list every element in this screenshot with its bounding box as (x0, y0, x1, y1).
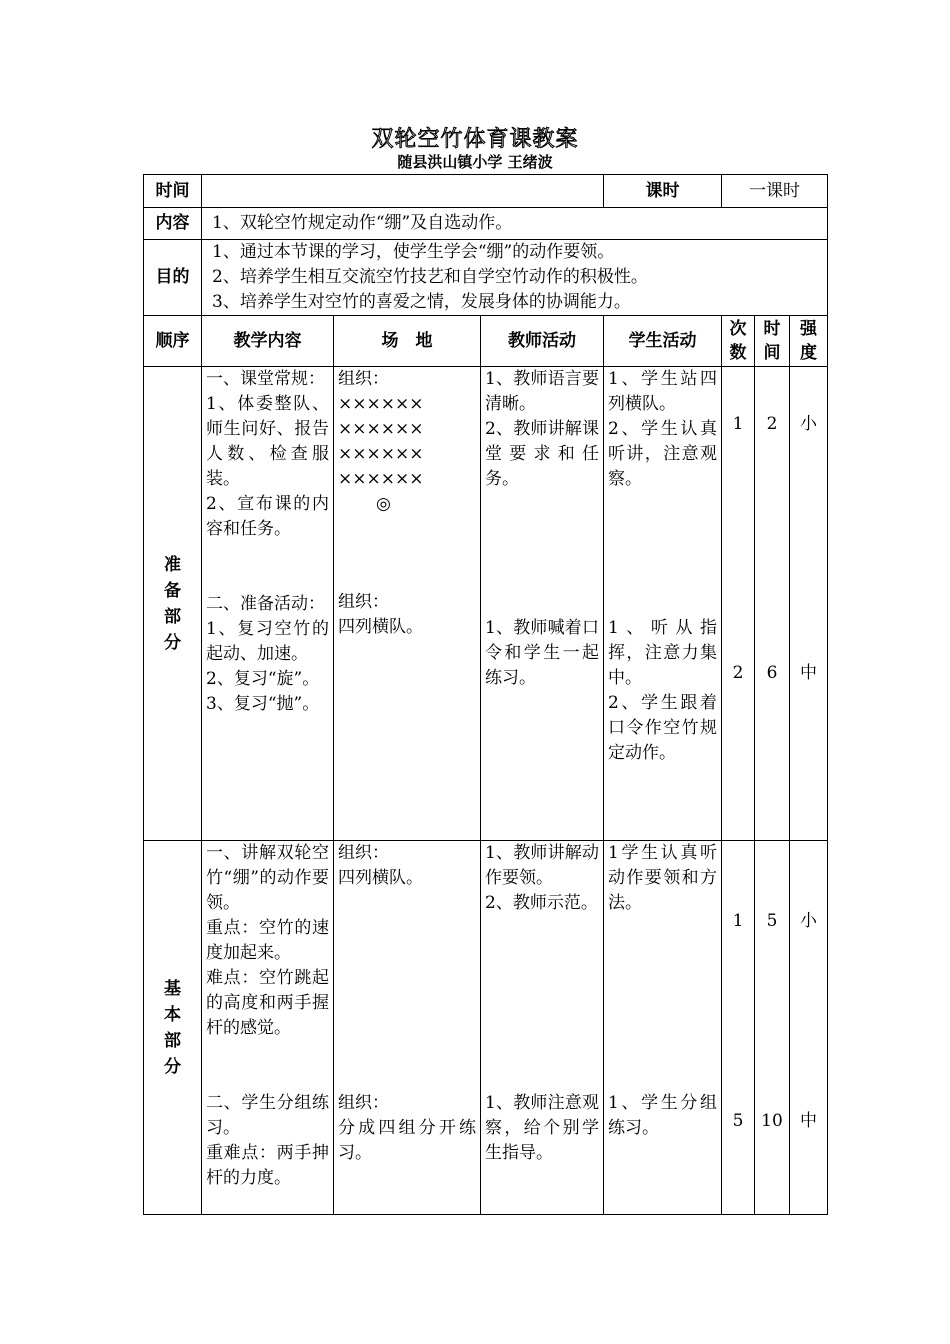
goal-item: 1、通过本节课的学习，使学生学会“绷”的动作要领。 (212, 242, 615, 262)
content-label: 内容 (144, 208, 202, 240)
section-content: 一、课堂常规： 1、体委整队、师生问好、报告人数、检查服装。 2、宣布课的内容和任务。 二、准备活动： 1、复习空竹的起动、加速。 2、复习“旋”。 3、复习“抛”。 (202, 367, 334, 841)
goal-item: 3、培养学生对空竹的喜爱之情，发展身体的协调能力。 (212, 292, 631, 312)
teacher-position-mark: ◎ (376, 494, 391, 514)
col-header-student: 学生活动 (604, 316, 722, 367)
section-teacher: 1、教师语言要清晰。 2、教师讲解课堂要求和任务。 1、教师喊着口令和学生一起练习。 (481, 367, 604, 841)
section-time: 2 6 (755, 367, 790, 841)
col-header-time: 时间 (755, 316, 790, 367)
content-value: 1、双轮空竹规定动作“绷”及自选动作。 (202, 208, 828, 240)
col-header-content: 教学内容 (202, 316, 334, 367)
lesson-value: 一课时 (722, 175, 828, 208)
section-count: 1 5 (722, 841, 755, 1215)
section-count: 1 2 (722, 367, 755, 841)
document-title: 双轮空竹体育课教案 (371, 127, 579, 152)
col-header-teacher: 教师活动 (481, 316, 604, 367)
lesson-label: 课时 (604, 175, 722, 208)
section-venue: 组织： ×××××× ×××××× ×××××× ×××××× ◎ 组织： 四列横队。 (334, 367, 481, 841)
goals (202, 240, 828, 316)
section-intensity: 小 中 (790, 367, 828, 841)
lesson-plan-table (143, 174, 828, 1215)
goal-item: 2、培养学生相互交流空竹技艺和自学空竹动作的积极性。 (212, 267, 648, 287)
section-student: 1学生认真听动作要领和方法。 1、学生分组练习。 (604, 841, 722, 1215)
col-header-venue: 场 地 (334, 316, 481, 367)
section-content: 一、讲解双轮空竹“绷”的动作要领。 重点：空竹的速度加起来。 难点：空竹跳起的高度和两手握杆的感觉。 二、学生分组练习。 重难点：两手抻杆的力度。 (202, 841, 334, 1215)
section-venue: 组织： 四列横队。 组织： 分成四组分开练习。 (334, 841, 481, 1215)
col-header-order: 顺序 (144, 316, 202, 367)
document-author: 随县洪山镇小学 王绪波 (397, 153, 553, 171)
time-value (202, 175, 604, 208)
section-teacher: 1、教师讲解动作要领。 2、教师示范。 1、教师注意观察，给个别学生指导。 (481, 841, 604, 1215)
section-time: 5 10 (755, 841, 790, 1215)
section-student: 1、学生站四列横队。 2、学生认真听讲，注意观察。 1、听从指挥，注意力集中。 2、学生跟着口令作空竹规定动作。 (604, 367, 722, 841)
section-row-preparation (144, 367, 828, 841)
col-header-count: 次数 (722, 316, 755, 367)
section-intensity: 小 中 (790, 841, 828, 1215)
section-label-preparation: 准 备 部 分 (144, 367, 202, 841)
section-label-basic: 基 本 部 分 (144, 841, 202, 1215)
goal-label: 目的 (144, 240, 202, 316)
section-row-basic (144, 841, 828, 1215)
time-label: 时间 (144, 175, 202, 208)
col-header-intensity: 强度 (790, 316, 828, 367)
